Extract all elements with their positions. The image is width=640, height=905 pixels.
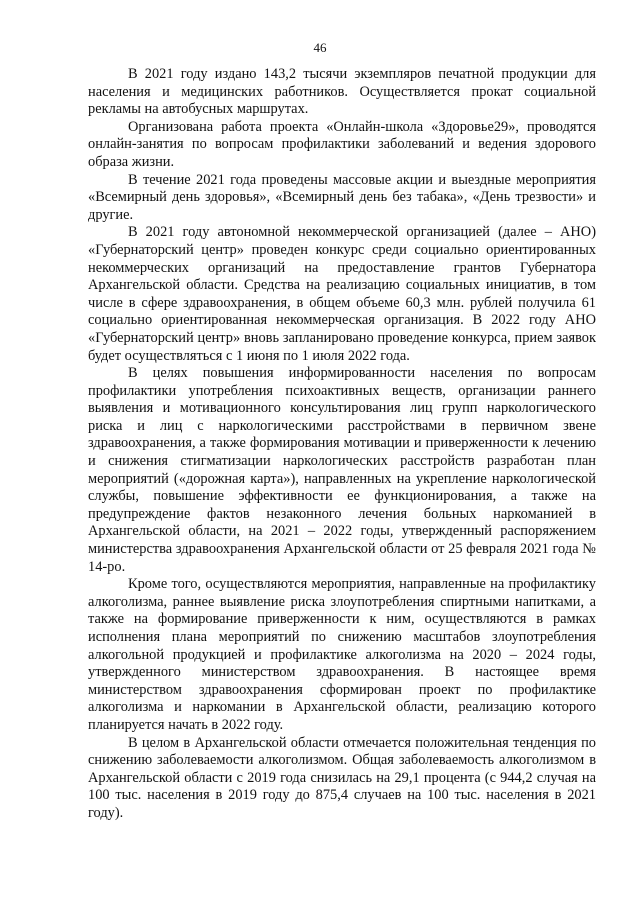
document-body [88, 66, 596, 823]
page-number: 46 [313, 40, 327, 55]
paragraph-print-production: В 2021 году издано 143,2 тысячи экземпляров печатной продукции для населения и медицинских работников. Осуществляется прокат социальной рекламы на автобусных маршрутах. [88, 66, 596, 118]
paragraph-grants-contest: В 2021 году автономной некоммерческой организацией (далее – АНО) «Губернаторский центр» проведен конкурс среди социально ориентированных некоммерческих организаций на предоставление грантов Губернатора Архангельской области. Средства на реализацию социальных инициатив, в том числе в сфере здравоохранения, в общем объеме 60,3 млн. рублей получила 61 социально ориентированная некоммерческая организация. В 2022 году АНО «Губернаторский центр» вновь запланировано проведение конкурса, прием заявок будет осуществляться с 1 июня по 1 июля 2022 года. [88, 224, 596, 364]
paragraph-health-campaigns: В течение 2021 года проведены массовые акции и выездные мероприятия «Всемирный день здоровья», «Всемирный день без табака», «День трезвости» и другие. [88, 171, 596, 223]
paragraph-alcoholism-prevention: Кроме того, осуществляются мероприятия, направленные на профилактику алкоголизма, раннее выявление риска злоупотребления спиртными напитками, а также на формирование приверженности к ним, осуществляются в рамках исполнения плана мероприятий по снижению масштабов злоупотребления алкогольной продукцией и профилактике алкоголизма на 2020 – 2024 годы, утвержденного министерством здравоохранения. В настоящее время министерством здравоохранения сформирован проект по профилактике алкоголизма и наркомании в Архангельской области, реализацию которого планируется начать в 2022 году. [88, 576, 596, 733]
paragraph-alcoholism-trend: В целом в Архангельской области отмечается положительная тенденция по снижению заболеваемости алкоголизмом. Общая заболеваемость алкоголизмом в Архангельской области с 2019 года снизилась на 29,1 процента (с 944,2 случая на 100 тыс. населения в 2019 году до 875,4 случаев на 100 тыс. населения в 2021 году). [88, 734, 596, 821]
paragraph-narcology-roadmap: В целях повышения информированности населения по вопросам профилактики употребления психоактивных веществ, организации раннего выявления и мотивационного консультирования лиц групп наркологического риска и лиц с наркологическими расстройствами в первичном звене здравоохранения, а также формирования мотивации и приверженности к лечению и снижения стигматизации наркологических расстройств разработан план мероприятий («дорожная карта»), направленных на укрепление наркологической службы, повышение эффективности ее функционирования, а также на предупреждение фактов незаконного лечения больных наркоманией в Архангельской области, на 2021 – 2022 годы, утвержденный распоряжением министерства здравоохранения Архангельской области от 25 февраля 2021 года № 14-ро. [88, 365, 596, 575]
paragraph-online-school: Организована работа проекта «Онлайн-школа «Здоровье29», проводятся онлайн-занятия по вопросам профилактики заболеваний и ведения здорового образа жизни. [88, 118, 596, 170]
